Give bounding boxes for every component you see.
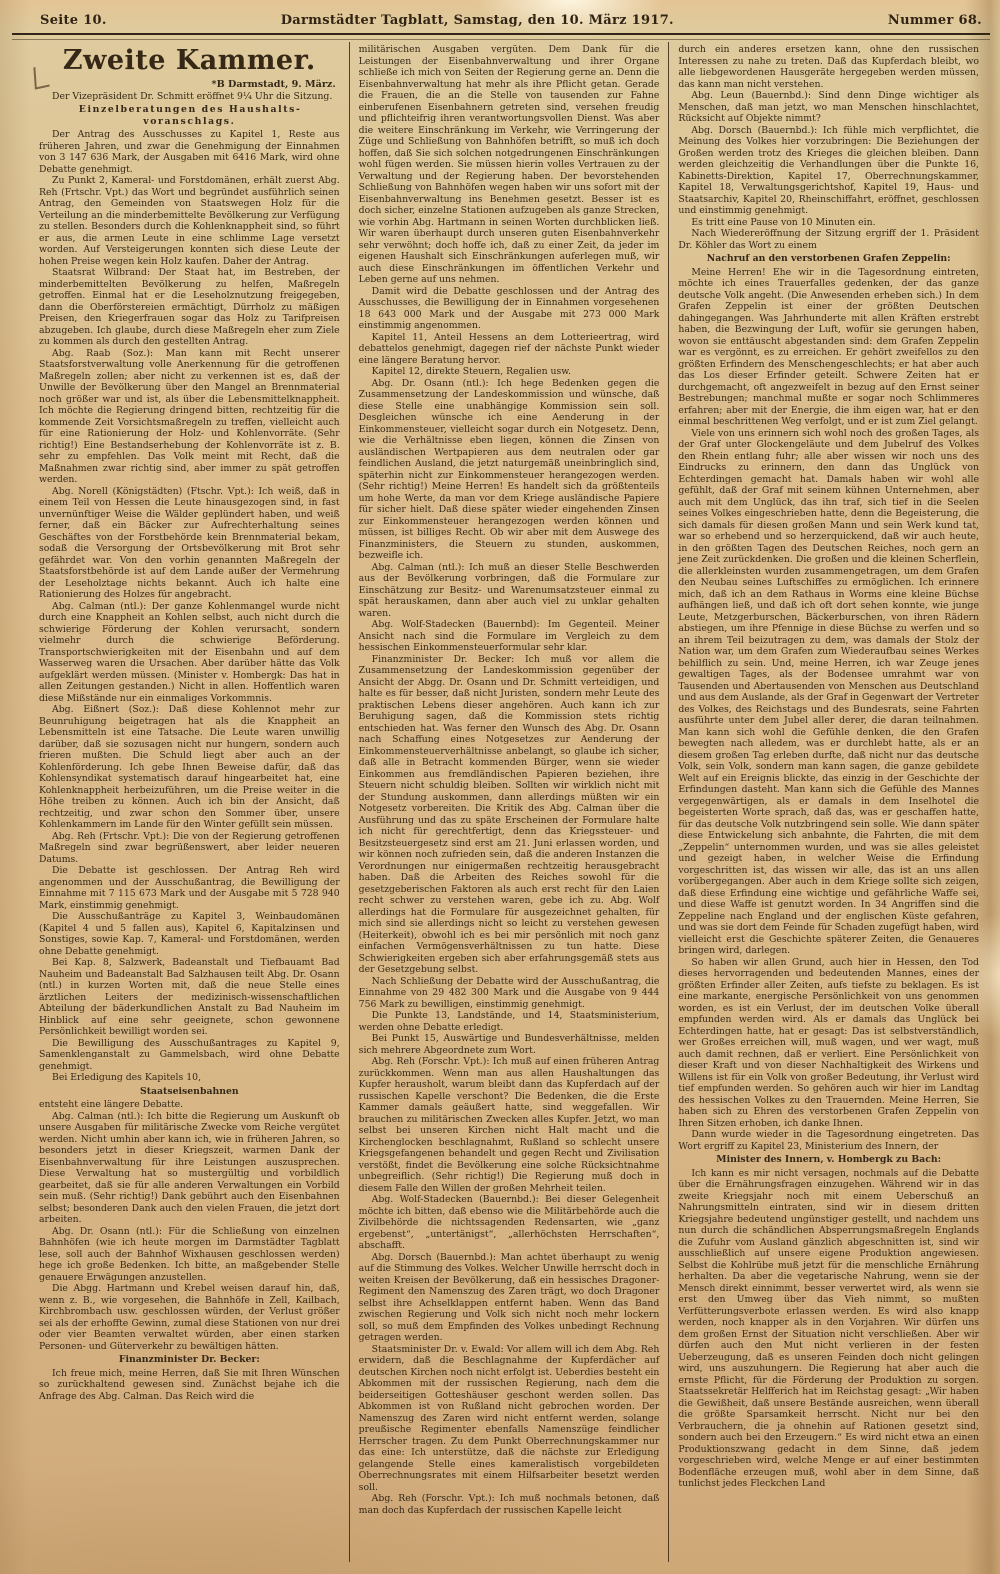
paragraph: Zu Punkt 2, Kameral- und Forstdomänen, erhält zuerst Abg. Reh (Frtschr. Vpt.) das Wort und begründet ausführlich seinen Antrag, den Gemeinden von Staatswegen Holz für die Verteilung an die minderbemittelte Bevölkerung zur Verfügung zu stellen. Besonders durch die Kohlenknappheit sind, so führt er aus, die armen Leute in eine schlimme Lage versetzt worden. Auf Versteigerungen konnten sich diese Leute der hohen Preise wegen kein Holz kaufen. Daher der Antrag. [39, 175, 340, 267]
paragraph: Abg. Leun (Bauernbd.): Sind denn Dinge wichtiger als Menschen, daß man jetzt, wo man Menschen hinschlachtet, Rücksicht auf Objekte nimmt? [678, 90, 980, 124]
paragraph: Kapitel 12, direkte Steuern, Regalien usw. [371, 366, 572, 377]
paragraph: Abg. Eißnert (Soz.): Daß diese Kohlennot mehr zur Beunruhigung beigetragen hat als die Knappheit an Lebensmitteln ist eine Tatsache. Die Leute waren unwillig darüber, daß sie sozusagen nicht nur hungern, sondern auch frieren mußten. Die Schuld liegt aber auch an der Kohlenförderung. Ich gebe Ihnen Beweise dafür, daß das Kohlensyndikat systematisch darauf hingearbeitet hat, eine Kohlenknappheit herbeizuführen, um die Preise weiter in die Höhe treiben zu können. Auch ich bin der Ansicht, daß rechtzeitig, und zwar schon den Sommer über, unsere Kohlenkammern im Lande für den Winter gefüllt sein müssen. [39, 704, 340, 830]
paragraph: So haben wir allen Grund, auch hier in Hessen, den Tod dieses hervorragenden und bedeutenden Mannes, eines der größten Erfinder aller Zeiten, aufs tiefste zu beklagen. Es ist eine markante, energische Persönlichkeit von uns genommen worden, es ist ein Verlust, der im deutschen Volke überall empfunden werden wird. Als er damals das Unglück bei Echterdingen hatte, hat er gesagt: Das ist selbstverständlich, wer Großes erreichen will, muß wagen, und wer wagt, muß auch damit rechnen, daß er verliert. Eine Persönlichkeit von dieser Kraft und von dieser Nachhaltigkeit des Wirkens und Willens ist für ein Volk von großer Bedeutung, ihr Verlust wird tief empfunden werden. So gehören auch wir hier im Landtag des hessischen Volkes zu den Trauernden. Meine Herren, Sie haben sich zu Ehren des verstorbenen Grafen Zeppelin von Ihren Sitzen erhoben, ich danke Ihnen. [678, 956, 980, 1129]
paragraph: Die Abgg. Hartmann und Krebel weisen darauf hin, daß, wenn z. B., wie vorgesehen, die Bahnhöfe in Zell, Kailbach, Kirchbrombach usw. geschlossen würden, der Verlust größer sei als der erhoffte Gewinn, zumal diese Stationen von nur drei oder vier Beamten verwaltet würden, aber einen starken Personen- und Güterverkehr zu bewältigen hätten. [39, 1283, 340, 1352]
paragraph: Die Punkte 13, Landstände, und 14, Staatsministerium, werden ohne Debatte erledigt. [358, 1010, 660, 1033]
paragraph: Es tritt eine Pause von 10 Minuten ein. [691, 216, 876, 228]
paragraph: Abg. Norell (Königstädten) (Ftschr. Vpt.): Ich weiß, daß in einem Teil von Hessen die Leute hinausgezogen sind, in fast unvernünftiger Weise die Wälder geplündert haben, und weiß ferner, daß ein Bäcker zur Aufrechterhaltung seines Geschäftes von der Forstbehörde kein Brennmaterial bekam, sodaß die Versorgung der Ortsbevölkerung mit Brot sehr gefährdet war. Von den vorhin genannten Maßregeln der Staatsforstbehörde ist auf dem Lande außer der Vermehrung der Leseholztage nichts bekannt. Auch ich halte eine Rationierung des Holzes für angebracht. [39, 485, 340, 600]
paragraph: Der Antrag des Ausschusses zu Kapitel 1, Reste aus früheren Jahren, und zwar die Genehmigung der Einnahmen von 3 147 636 Mark, der Ausgaben mit 6416 Mark, wird ohne Debatte genehmigt. [39, 129, 340, 175]
paragraph: Abg. Calman (ntl.): Der ganze Kohlenmangel wurde nicht durch eine Knappheit an Kohlen selbst, auch nicht durch die schwierige Förderung der Kohlen verursacht, sondern vielmehr durch die schwierige Beförderung. Transportschwierigkeiten mit der Eisenbahn und auf dem Wasserweg waren die Ursachen. Aber darüber hätte das Volk aufgeklärt werden müssen. (Minister v. Hombergk: Das hat in allen Zeitungen gestanden.) Nicht in allen. Hoffentlich waren diese Mißstände nur ein einmaliges Vorkommnis. [39, 600, 340, 704]
paragraph: Die Debatte ist geschlossen. Der Antrag Reh wird angenommen und der Ausschußantrag, die Bewilligung der Einnahme mit 7 115 673 Mark und der Ausgabe mit 5 728 940 Mark, einstimmig genehmigt. [39, 865, 340, 911]
paragraph: Kapitel 11, Anteil Hessens an dem Lotterieertrag, wird debattelos genehmigt, dagegen rief der nächste Punkt wieder eine längere Beratung hervor. [358, 331, 660, 366]
paragraph: Bei Kap. 8, Salzwerk, Badeanstalt und Tiefbauamt Bad Nauheim und Badeanstalt Bad Salzhausen teilt Abg. Dr. Osann (ntl.) in kurzen Worten mit, daß die neue Stelle eines ärztlichen Leiters der medizinisch-wissenschaftlichen Abteilung der bäderkundlichen Anstalt zu Bad Nauheim im Hinblick auf eine sehr geeignete, schon gewonnene Persönlichkeit bewilligt worden sei. [39, 957, 340, 1037]
section-heading: Staatseisenbahnen [140, 1085, 239, 1097]
paragraph: Staatsminister Dr. v. Ewald: Vor allem will ich dem Abg. Reh erwidern, daß die Beschlagnahme der Kupferdächer auf deutschen Kirchen noch nicht erfolgt ist. Ueberdies besteht ein Abkommen mit der russischen Regierung, nach dem die beiderseitigen Gotteshäuser geschont werden sollen. Das Abkommen ist von Rußland nicht gebrochen worden. Der Namenszug des Zaren wird nicht entfernt werden, solange preußische Regimenter ebenfalls Namenszüge feindlicher Herrscher tragen. Zu dem Punkt Oberrechnungskammer nur das eine: Ich unterstütze, daß die nächste zur Erledigung gelangende Stelle eines kameralistisch vorgebildeten Oberrechnungsrates mit einem Hilfsarbeiter besetzt werden soll. [358, 1343, 660, 1493]
paragraph: Bei Punkt 15, Auswärtige und Bundesverhältnisse, melden sich mehrere Abgeordnete zum Wort. [358, 1033, 660, 1056]
header-rule [12, 33, 990, 40]
paragraph: Abg. Wolf-Stadecken (Bauernbd): Im Gegenteil. Meiner Ansicht nach sind die Formulare im Vergleich zu dem hessischen Einkommensteuerformular sehr klar. [358, 619, 660, 653]
paragraph: Viele von uns erinnern sich wohl noch des großen Tages, als der Graf unter Glockengeläute und dem Jubelruf des Volkes den Rhein entlang fuhr; alle aber wissen wir noch uns des Eindrucks zu erinnern, den dann das Unglück von Echterdingen gemacht hat. Damals haben wir wohl alle gefühlt, daß der Graf mit seinem kühnen Unternehmen, aber auch mit dem Unglück, das ihn traf, sich tief in die Seelen seines Volkes eingeschrieben hatte, denn die Begeisterung, die sich damals für diesen großen Mann und sein Werk kund tat, war so erhebend und so herzerquickend, daß wir auch heute, in den größten Tagen des Deutschen Reiches, noch gern an jene Zeit zurückdenken. Die großen und die kleinen Scherflein, die allerkleinsten wurden zusammengetragen, um dem Grafen den Neubau seines Luftschiffes zu ermöglichen. Ich erinnere mich, daß ich an dem Rathaus in Worms eine kleine Büchse aufhängen ließ, und daß ich oft dort sehen konnte, wie junge Leute, Metzgerburschen, Bäckerburschen, von ihren Rädern abstiegen, um ihre Pfennige in diese Büchse zu werfen und so an ihrem Teil beizutragen zu dem, was damals der Stolz der Nation war, um dem Grafen zum Wiederaufbau seines Werkes behilflich zu sein. Und, meine Herren, ich war Zeuge jenes gewaltigen Tages, als der Bodensee umrahmt war von Tausenden und Abertausenden von Menschen aus Deutschland und aus dem Auslande, als der Graf in Gegenwart der Vertreter des Volkes, des Reichstags und des Bundesrats, seine Fahrten ausführte unter dem Jubel aller derer, die daran teilnahmen. Man kann sich wohl die Gefühle denken, die den Grafen bewegten nach alledem, was er durchlebt hatte, als er an diesem großen Tag erleben durfte, daß nicht nur das deutsche Volk, sein Volk, sondern man kann sagen, die ganze gebildete Welt auf ein Ereignis blickte, das einzig in der Geschichte der Erfindungen dasteht. Man kann sich die Gefühle des Mannes vergegenwärtigen, als er damals in dem Inselhotel die begeisterten Worte sprach, daß das, was er geschaffen hatte, für das deutsche Volk nutzbringend sein solle. Wie dann später diese Entwickelung sich anbahnte, die Fahrten, die mit dem „Zeppelin“ unternommen wurden, und was sie alles geleistet und gezeigt haben, in welcher Weise die Erfindung vorgeschritten ist, das wissen wir alle, das ist an uns allen vorübergegangen. Aber auch in dem Kriege sollte sich zeigen, daß diese Erfindung eine wichtige und gefährliche Waffe sei, und diese Waffe ist genutzt worden. In 34 Angriffen sind die Zeppeline nach England und der englischen Küste gefahren, und was sie dort dem Feinde für Schaden zugefügt haben, wird vielleicht erst die Geschichte späterer Zeiten, die Genaueres bringen wird, darlegen. [678, 427, 980, 956]
paragraph: Die Bewilligung des Ausschußantrages zu Kapitel 9, Samenklenganstalt zu Gammelsbach, wird ohne Debatte genehmigt. [39, 1037, 340, 1072]
paragraph: Abg. Dr. Osann (ntl.): Für die Schließung von einzelnen Bahnhöfen (wie ich heute morgen im Darmstädter Tagblatt lese, soll auch der Bahnhof Wixhausen geschlossen werden) hege ich große Bedenken. Ich bitte, an maßgebender Stelle genauere Erwägungen anzustellen. [39, 1225, 340, 1283]
paragraph: Abg. Calman (ntl.): Ich bitte die Regierung um Auskunft ob unsere Ausgaben für militärische Zwecke vom Reiche vergütet werden. Nicht umhin aber kann ich, wie in früheren Jahren, so besonders jetzt in dieser Kriegszeit, warmen Dank der Eisenbahnverwaltung für ihre Leistungen auszusprechen. Diese Verwaltung hat so mustergültig und vorbildlich gearbeitet, daß sie für alle anderen Verwaltungen ein Vorbild sein muß. (Sehr richtig!) Dank gebührt auch den Eisenbahnen selbst; besonderen Dank auch den vielen Frauen, die jetzt dort arbeiten. [39, 1110, 340, 1225]
paragraph: Abg. Dorsch (Bauernbd.): Ich fühle mich verpflichtet, die Meinung des Volkes hier vorzubringen: Die Beziehungen der Großen werden trotz des Krieges die gleichen bleiben. Dann werden gleichzeitig die Verhandlungen über die Punkte 16, Kabinetts-Direktion, Kapitel 17, Oberrechnungskammer, Kapitel 18, Verwaltungsgerichtshof, Kapitel 19, Haus- und Staatsarchiv, Kapitel 20, Rheinschiffahrt, eröffnet, geschlossen und einstimmig genehmigt. [678, 124, 980, 216]
paragraph: durch ein anderes ersetzen kann, ohne den russischen Interessen zu nahe zu treten. Daß das Kupferdach bleibt, wo alle liebgewordenen Hausgeräte hergegeben werden müssen, das kann man nicht verstehen. [678, 44, 980, 90]
section-heading: Finanzminister Dr. Becker: [118, 1354, 260, 1365]
paragraph: Damit wird die Debatte geschlossen und der Antrag des Ausschusses, die Bewilligung der in Einnahmen vorgesehenen 18 643 000 Mark und der Ausgabe mit 273 000 Mark einstimmig angenommen. [358, 285, 660, 331]
paragraph: Abg. Reh (Forschr. Vpt.): Ich muß auf einen früheren Antrag zurückkommen. Wenn man aus allen Haushaltungen das Kupfer herausholt, warum bleibt dann das Kupferdach auf der russischen Kapelle verschont? Die Bedenken, die die Erste Kammer damals geäußert hatte, sind weggefallen. Wir brauchen zu militärischen Zwecken alles Kupfer. Jetzt, wo man selbst bei unseren Kirchen nicht Halt macht und die Kirchenglocken beschlagnahmt, Rußland so schlecht unsere Kriegsgefangenen behandelt und gegen Recht und Zivilisation verstößt, findet die Bevölkerung eine solche Rücksichtnahme unbegreiflich. (Sehr richtig!) Die Regierung muß doch in diesem Falle den Willen der großen Mehrheit teilen. [358, 1056, 660, 1194]
paragraph: entsteht eine längere Debatte. [39, 1099, 184, 1110]
paragraph: Abg. Raab (Soz.): Man kann mit Recht unserer Staatsforstverwaltung volle Anerkennung für die getroffenen Maßregeln zollen; aber nicht zu verkennen ist es, daß der Unwille der Bevölkerung über den Mangel an Brennmaterial noch größer war und ist, als über die Lebensmittelknappheit. Ich möchte die Regierung dringend bitten, rechtzeitig für die kommende Zeit Vorsichtsmaßregeln zu treffen, vielleicht auch für eine Rationierung der Holz- und Kohlenvorräte. (Sehr richtig!) Eine Bestandserhebung der Kohlenvorräte ist z. B. sehr zu empfehlen. Das Volk meint mit Recht, daß die Maßnahmen zwar richtig sind, aber immer zu spät getroffen werden. [39, 347, 340, 485]
paragraph: Bei Erledigung des Kapitels 10, [52, 1072, 202, 1083]
paragraph: Die Ausschußanträge zu Kapitel 3, Weinbaudomänen (Kapitel 4 und 5 fallen aus), Kapitel 6, Kapitalzinsen und Sonstiges, sowie Kap. 7, Kameral- und Forstdomänen, werden ohne Debatte genehmigt. [39, 911, 340, 957]
paragraph: Finanzminister Dr. Becker: Ich muß vor allem die Zusammensetzung der Landeskommission gegenüber der Ansicht der Abgg. Dr. Osann und Dr. Schmitt verteidigen, und halte es für besser, daß nicht Juristen, sondern mehr Leute des praktischen Lebens dieser angehören. Auch kann ich zur Beruhigung sagen, daß die Kommission stets richtig entschieden hat. Was ferner den Wunsch des Abg. Dr. Osann nach Schaffung eines Notgesetzes zur Aenderung der Einkommensteuerverhältnisse anbelangt, so glaube ich sicher, daß alle in Betracht kommenden Bürger, wenn sie wieder Einkommen aus fremdländischen Papieren beziehen, ihre Steuern nicht schuldig bleiben. Sollten wir wirklich nicht mit der Stundung auskommen, dann allerdings müßten wir ein Notgesetz vorbereiten. Die Kritik des Abg. Calman über die Ausführung und das zu späte Erscheinen der Formulare halte ich nicht für gerechtfertigt, denn das Kriegssteuer- und Besitzsteuergesetz sind erst am 21. Juni erlassen worden, und wir können noch zufrieden sein, daß die anderen Instanzen die Verordnungen nur einigermaßen rechtzeitig herausgebracht haben. Daß die Arbeiten des Reiches sowohl für die gesetzgeberischen Faktoren als auch erst recht für den Laien recht schwer zu verstehen waren, gebe ich zu. Abg. Wolf allerdings hat die Formulare für ausgezeichnet gehalten, für mich sind sie allerdings nicht so leicht zu verstehen gewesen (Heiterkeit), obwohl ich es bei mir persönlich mit noch ganz einfachen Vermögensverhältnissen zu tun hatte. Diese Schwierigkeiten ergeben sich aber erfahrungsgemäß stets aus der Gesetzgebung selbst. [358, 653, 660, 975]
section-heading: Nachruf an den verstorbenen Grafen Zeppelin: [706, 253, 951, 264]
paragraph: Nach Wiedereröffnung der Sitzung ergriff der 1. Präsident Dr. Köhler das Wort zu einem [678, 228, 980, 251]
column-2 [349, 42, 669, 1562]
paragraph: Abg. Reh (Frtschr. Vpt.): Die von der Regierung getroffenen Maßregeln sind zwar begrüßenswert, aber leider neueren Datums. [39, 830, 340, 865]
paragraph: Nach Schließung der Debatte wird der Ausschußantrag, die Einnahme von 29 482 300 Mark und die Ausgabe von 9 444 756 Mark zu bewilligen, einstimmig genehmigt. [358, 975, 660, 1010]
issue-number: Nummer 68. [887, 13, 982, 28]
article-body [30, 42, 988, 1562]
paragraph: Ich freue mich, meine Herren, daß Sie mit Ihren Wünschen so zurückhaltend gewesen sind. Zunächst bejahe ich die Anfrage des Abg. Calman. Das Reich wird die [39, 1367, 340, 1402]
paragraph: Dann wurde wieder in die Tagesordnung eingetreten. Das Wort ergriff zu Kapitel 23, Ministerium des Innern, der [678, 1129, 980, 1152]
paragraph: Abg. Calman (ntl.): Ich muß an dieser Stelle Beschwerden aus der Bevölkerung vorbringen, daß die Formulare zur Einschätzung zur Besitz- und Warenumsatzsteuer einmal zu spät herauskamen, dann aber auch viel zu unklar gehalten waren. [358, 561, 660, 619]
paragraph: Der Vizepräsident Dr. Schmitt eröffnet 9¼ Uhr die Sitzung. [52, 90, 333, 102]
column-1 [30, 42, 349, 1562]
paragraph: Abg. Dorsch (Bauernbd.): Man achtet überhaupt zu wenig auf die Stimmung des Volkes. Welcher Unwille herrscht doch in weiten Kreisen der Bevölkerung, daß ein hessisches Dragoner-Regiment den Namenszug des Zaren trägt, wo doch Dragoner selbst ihre Achselklappen entfernt haben. Wenn das Band zwischen Regierung und Volk sich nicht noch mehr lockern soll, so muß dem Empfinden des Volkes unbedingt Rechnung getragen werden. [358, 1251, 660, 1343]
paragraph: militärischen Ausgaben vergüten. Dem Dank für die Leistungen der Eisenbahnverwaltung und ihrer Organe schließe ich mich von Seiten der Regierung gerne an. Denn die Eisenbahnverwaltung hat mehr als ihre Pflicht getan. Gerade die Frauen, die an die Stelle von tausenden zur Fahne einberufenen Eisenbahnern getreten sind, versehen freudig und pflichteifrig ihren verantwortungsvollen Dienst. Was aber die weitere Einschränkung im Verkehr, wie Verringerung der Züge und Schließung von Bahnhöfen betrifft, so muß ich doch hoffen, daß Sie sich solchen notgedrungenen Einschränkungen wohl fügen werden. Sie müssen hierin volles Vertrauen zu der Verwaltung und der Regierung haben. Der bevorstehenden Schließung von Bahnhöfen wegen haben wir uns sofort mit der Eisenbahnverwaltung ins Benehmen gesetzt. Besser ist es doch sicher, einzelne Stationen aufzugeben als ganze Strecken, wie vorhin Abg. Hartmann in seinen Worten durchblicken ließ. Wir waren überhaupt durch unseren guten Eisenbahnverkehr sehr verwöhnt; doch hoffe ich, daß zu einer Zeit, da jeder im eigenen Haushalt sich Einschränkungen auferlegen muß, wir auch diese Einschränkungen im öffentlichen Verkehr und Leben gerne auf uns nehmen. [358, 44, 660, 285]
column-3 [668, 42, 988, 1562]
section-heading: Einzelberatungen des Haushaltsvoranschlags. [78, 104, 300, 127]
page-number: Seite 10. [40, 13, 107, 28]
paragraph: Meine Herren! Ehe wir in die Tagesordnung eintreten, möchte ich eines Trauerfalles gedenken, der das ganze deutsche Volk angeht. (Die Anwesenden erheben sich.) In dem Grafen Zeppelin ist einer der größten Deutschen dahingegangen. Was Jahrhunderte mit allen Kräften erstrebt haben, die Bezwingung der Luft, wofür sie gerungen haben, wovon sie enttäuscht abgestanden sind: dem Grafen Zeppelin war es vergönnt, es zu erreichen. Er gehört zweifellos zu den größten Erfindern des Menschengeschlechts; er hat aber auch das Los dieser Erfinder geteilt. Schwere Zeiten hat er durchgemacht, oft angezweifelt in bezug auf den Ernst seiner Bestrebungen; manchmal mußte er sogar noch Schlimmeres erfahren; aber mit der Energie, die ihm eigen war, hat er den einmal beschrittenen Weg verfolgt, und er ist zum Ziel gelangt. [678, 266, 980, 427]
section-heading: Minister des Innern, v. Hombergk zu Bach: [716, 1154, 942, 1165]
dateline: *B Darmstadt, 9. März. [211, 79, 336, 90]
masthead: Darmstädter Tagblatt, Samstag, den 10. März 1917. [280, 13, 674, 28]
paragraph: Staatsrat Wilbrand: Der Staat hat, im Bestreben, der minderbemittelten Bevölkerung zu helfen, Maßregeln getroffen. Einmal hat er die Leseholznutzung freigegeben, dann die Oberförstereien ermächtigt, Dürrholz zu mäßigen Preisen, den Kriegerfrauen sogar das Holz zu Tarifpreisen abzugeben. Ich glaube, durch diese Maßregeln eher zum Ziele zu kommen als durch den gestellten Antrag. [39, 267, 340, 347]
article-title: Zweite Kammer. [62, 45, 316, 76]
paragraph: Abg. Reh (Forschr. Vpt.): Ich muß nochmals betonen, daß man doch das Kupferdach der russischen Kapelle leicht [358, 1493, 660, 1516]
paragraph: Ich kann es mir nicht versagen, nochmals auf die Debatte über die Ernährungsfragen einzugehen. Während wir in das zweite Kriegsjahr noch mit einem Ueberschuß an Nahrungsmitteln eintraten, sind wir in diesem dritten Kriegsjahre bedeutend ungünstiger gestellt, und nachdem uns nun durch die schändlichen Absperrungsmaßregeln Englands die Zufuhr vom Ausland gänzlich abgeschnitten ist, sind wir ausschließlich auf unsere eigene Produktion angewiesen. Selbst die Kohlrübe muß jetzt für die menschliche Ernährung herhalten. Da aber die vegetarische Nahrung, wenn sie der Mensch direkt einnimmt, besser verwertet wird, als wenn sie erst den Umweg über das Vieh nimmt, so mußten Verfütterungsverbote erlassen werden. Es wird also knapp werden, noch knapper als in den Vorjahren. Wir dürfen uns dem großen Ernst der Situation nicht verschließen. Aber wir dürfen auch den Mut nicht verlieren in der festen Ueberzeugung, daß es unseren Feinden doch nicht gelingen wird, uns auszuhungern. Die Regierung hat aber auch die ernste Pflicht, für die Förderung der Produktion zu sorgen. Staatssekretär Helfferich hat im Reichstag gesagt: „Wir haben die Gewißheit, daß unsere Bestände ausreichen, wenn überall die größte Sparsamkeit herrscht. Nicht nur bei den Verbrauchern, die ja ohnehin auf Rationen gesetzt sind, sondern auch bei den Erzeugern.“ Es wird nicht etwa an einen Produktionszwang gedacht in dem Sinne, daß jedem vorgeschrieben wird, welche Menge er auf einer bestimmten Bodenfläche erzeugen muß, wohl aber in dem Sinne, daß tunlichst jedes Fleckchen Land [678, 1167, 980, 1489]
paragraph: Abg. Wolf-Stadecken (Bauernbd.): Bei dieser Gelegenheit möchte ich bitten, daß ebenso wie die Militärbehörde auch die Zivilbehörde die nichtssagenden Redensarten, wie „ganz ergebenst“, „untertänigst“, „allerhöchsten Herrschaften“, abschafft. [358, 1194, 660, 1251]
page-header [40, 13, 982, 28]
paragraph: Abg. Dr. Osann (ntl.): Ich hege Bedenken gegen die Zusammensetzung der Landeskommission und wünsche, daß diese Stelle eine unabhängige Kommission sein soll. Desgleichen wünsche ich eine Aenderung in der Einkommensteuer, vielleicht sogar durch ein Notgesetz. Denn, wie die Verhältnisse eben liegen, können die Zinsen von ausländischen Wertpapieren aus dem neutralen oder gar feindlichen Ausland, die jetzt naturgemäß uneinbringlich sind, späterhin nicht zur Einkommensteuer herangezogen werden. (Sehr richtig!) Meine Herren! Es handelt sich da größtenteils um hohe Werte, da man vor dem Kriege ausländische Papiere für sicher hielt. Daß diese später wieder eingehenden Zinsen zur Einkommensteuer herangezogen werden können und müssen, ist billiges Recht. Ob wir aber mit dem Auswege des Finanzministers, die Steuern zu stunden, auskommen, bezweifle ich. [358, 377, 660, 561]
